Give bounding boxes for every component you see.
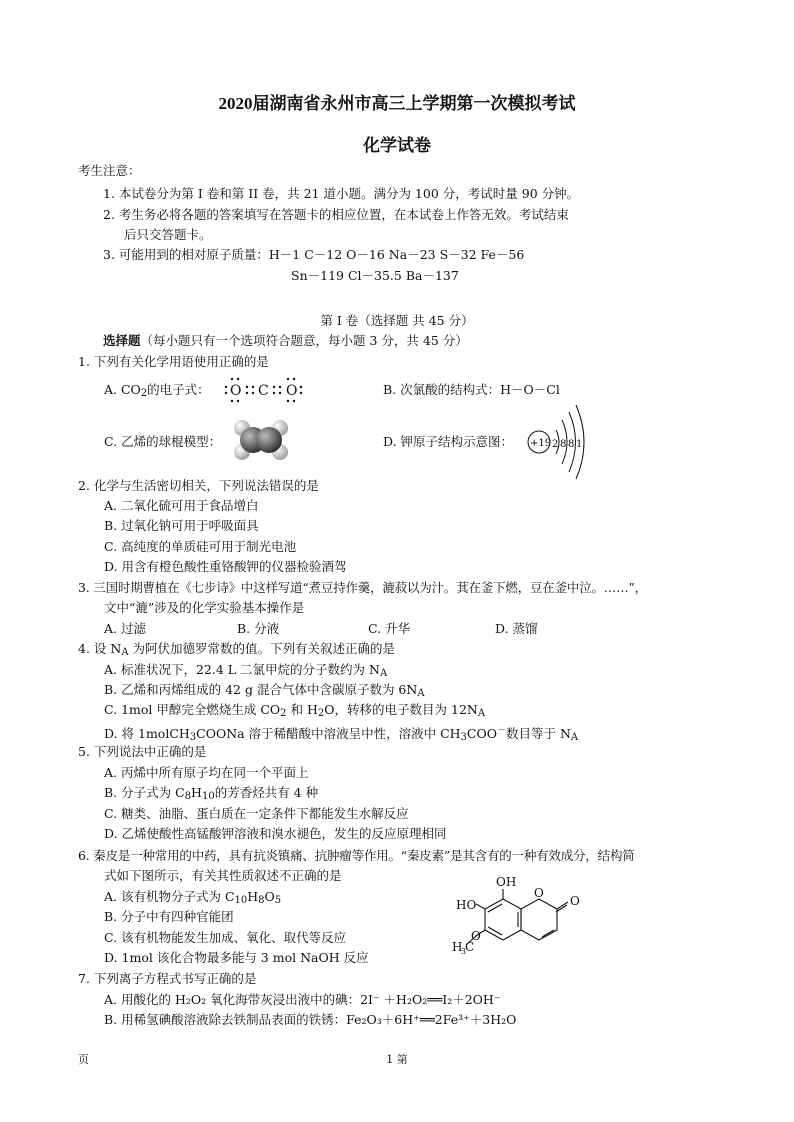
q6-stem: 6. 秦皮是一种常用的中药，具有抗炎镇痛、抗肿瘤等作用。“秦皮素”是其含有的一种有效成分，结构简 <box>78 848 635 863</box>
footer-left: 页 <box>78 1053 89 1066</box>
lewis-atom: O <box>286 383 298 399</box>
notice-item: 后只交答题卡。 <box>124 227 212 242</box>
ethylene-ball-model <box>232 417 290 463</box>
q3-option: C. 升华 <box>368 621 411 636</box>
q5-option-b: B. 分子式为 $C_8H_{10}$的芳香烃共有 4 种 <box>104 785 319 802</box>
q2-stem: 2. 化学与生活密切相关，下列说法错误的是 <box>78 478 319 493</box>
notice-item: 1. 本试卷分为第 I 卷和第 II 卷，共 21 道小题。满分为 100 分，考试时量 90 分钟。 <box>103 186 580 201</box>
q4-option-c: C. 1mol 甲醇完全燃烧生成 $CO_2$ 和 $H_2O$，转移的电子数目为 $12N_A$ <box>104 702 486 719</box>
q3-option: A. 过滤 <box>104 621 146 636</box>
q6-option-a: A. 该有机物分子式为 $C_{10}H_8O_5$ <box>104 889 282 906</box>
q6-option-c: C. 该有机物能发生加成、氧化、取代等反应 <box>104 930 347 945</box>
footer-page-number: 1 第 <box>386 1053 408 1066</box>
section-heading: 第 I 卷（选择题 共 45 分） <box>320 313 474 328</box>
hydroxyl-label: OH <box>496 876 517 889</box>
section-instruction <box>103 333 468 349</box>
hydroxyl-label: HO <box>456 898 477 912</box>
q4-stem: 4. 设 $N_A$ 为阿伏加德罗常数的值。下列有关叙述正确的是 <box>78 641 396 658</box>
ring-oxygen-label: O <box>534 886 544 900</box>
q5-option-c: C. 糖类、油脂、蛋白质在一定条件下都能发生水解反应 <box>104 806 409 821</box>
shell-count: 8 <box>560 439 567 450</box>
notice-item: Sn－119 Cl－35.5 Ba－137 <box>291 268 459 283</box>
q1-stem: 1. 下列有关化学用语使用正确的是 <box>78 354 269 369</box>
instruction-bold: 选择题 <box>103 333 141 348</box>
q3-option: B. 分液 <box>237 621 280 636</box>
q2-option: B. 过氧化钠可用于呼吸面具 <box>104 518 259 533</box>
q6-stem-2: 式如下图所示，有关其性质叙述不正确的是 <box>104 868 342 883</box>
lewis-atom: O <box>230 383 242 399</box>
shell-count: 2 <box>552 439 559 450</box>
q2-option: D. 用含有橙色酸性重铬酸钾的仪器检验酒驾 <box>104 559 347 574</box>
carbonyl-oxygen-label: O <box>570 894 580 908</box>
q4-option-a: A. 标准状况下，22.4 L 二氯甲烷的分子数约为 $N_A$ <box>104 662 388 679</box>
fraxetin-structure <box>452 876 602 972</box>
q4-option-b: B. 乙烯和丙烯组成的 42 g 混合气体中含碳原子数为 $6N_A$ <box>104 682 425 699</box>
q7-option-a: A. 用酸化的 H₂O₂ 氧化海带灰浸出液中的碘：2I⁻ ＋H₂O₂══I₂＋2OH⁻ <box>104 992 501 1007</box>
notice-heading: 考生注意： <box>78 163 141 178</box>
instruction-rest: （每小题只有一个选项符合题意，每小题 3 分，共 45 分） <box>140 333 468 348</box>
q2-option: A. 二氧化硫可用于食品增白 <box>104 498 259 513</box>
nucleus-charge: +19 <box>530 438 552 449</box>
q6-option-d: D. 1mol 该化合物最多能与 3 mol NaOH 反应 <box>104 950 369 965</box>
q1-option-c: C. 乙烯的球棍模型： <box>104 434 222 449</box>
q7-stem: 7. 下列离子方程式书写正确的是 <box>78 971 257 986</box>
shell-count: 1 <box>576 439 583 450</box>
q1-option-b: B. 次氯酸的结构式：H－O－Cl <box>383 382 560 397</box>
ether-oxygen-label: O <box>471 929 481 943</box>
q3-stem-2: 文中“漉”涉及的化学实验基本操作是 <box>104 600 305 615</box>
potassium-atom-diagram <box>526 402 594 480</box>
shell-count: 8 <box>568 439 575 450</box>
co2-electron-formula <box>222 374 304 406</box>
q2-option: C. 高纯度的单质硅可用于制光电池 <box>104 539 297 554</box>
methyl-subscript: 3 <box>461 947 467 956</box>
q3-option: D. 蒸馏 <box>495 621 538 636</box>
q5-stem: 5. 下列说法中正确的是 <box>78 744 207 759</box>
q7-option-b: B. 用稀氢碘酸溶液除去铁制品表面的铁锈：Fe₂O₃＋6H⁺══2Fe³⁺＋3H₂O <box>104 1012 517 1027</box>
q1-option-a: A. $CO_2$的电子式： <box>104 382 210 399</box>
exam-title: 2020届湖南省永州市高三上学期第一次模拟考试 <box>218 94 576 113</box>
q4-option-d: D. 将 1molCH$_3$COONa 溶于稀醋酸中溶液呈中性，溶液中 $CH_3COO^-$数目等于 $N_A$ <box>104 726 579 743</box>
notice-item: 2. 考生务必将各题的答案填写在答题卡的相应位置，在本试卷上作答无效。考试结束 <box>103 207 569 222</box>
methyl-c-label: C <box>465 940 475 954</box>
notice-item: 3. 可能用到的相对原子质量：H－1 C－12 O－16 Na－23 S－32 Fe－56 <box>103 247 525 262</box>
q5-option-d: D. 乙烯使酸性高锰酸钾溶液和溴水褪色，发生的反应原理相同 <box>104 826 447 841</box>
q1-option-d: D. 钾原子结构示意图： <box>383 434 514 449</box>
lewis-atom: C <box>258 383 269 399</box>
q3-stem: 3. 三国时期曹植在《七步诗》中这样写道“煮豆持作羹，漉菽以为汁。萁在釜下燃，豆在釜中泣。……”， <box>78 580 647 595</box>
methyl-h-label: H <box>452 940 463 954</box>
q6-option-b: B. 分子中有四种官能团 <box>104 909 234 924</box>
exam-subtitle: 化学试卷 <box>363 136 431 155</box>
q5-option-a: A. 丙烯中所有原子均在同一个平面上 <box>104 765 309 780</box>
